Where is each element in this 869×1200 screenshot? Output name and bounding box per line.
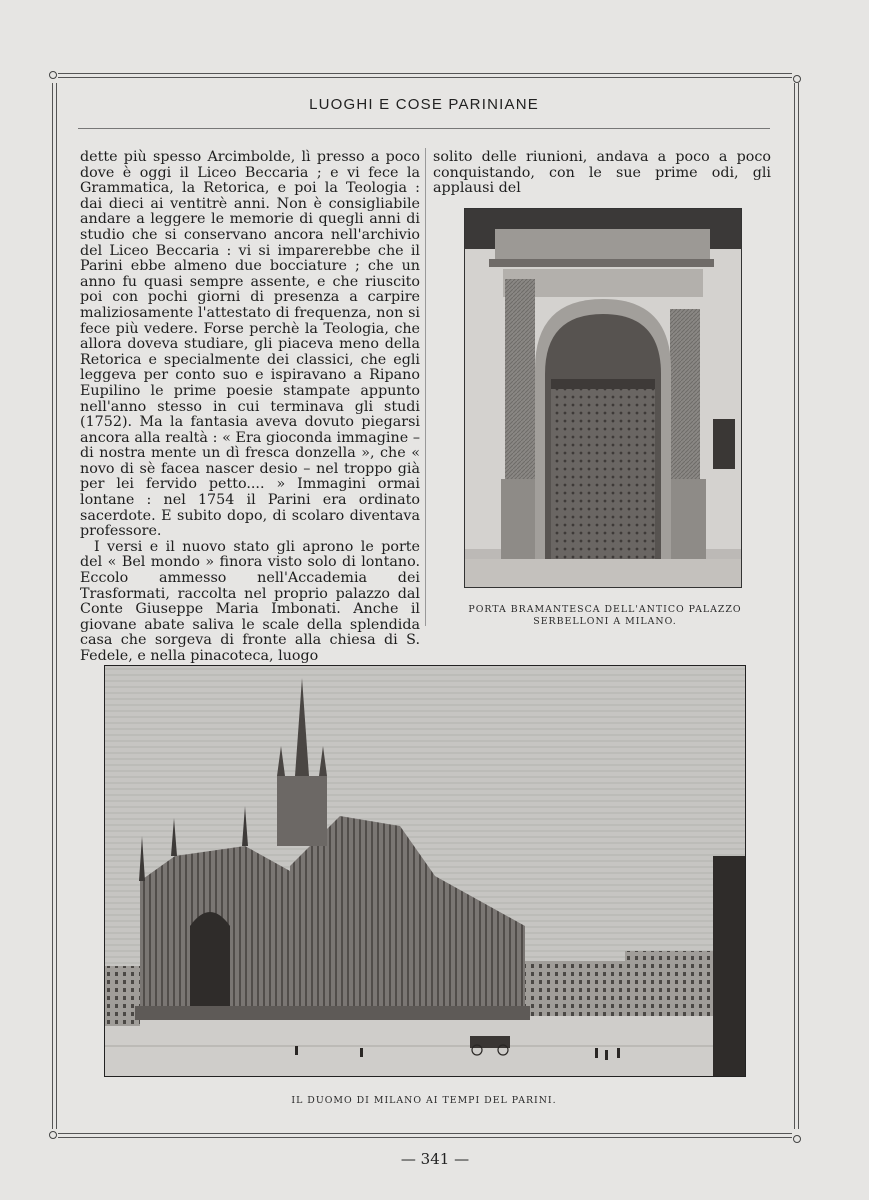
- door-engraving: [464, 208, 742, 588]
- frame-rule-right: [794, 83, 795, 1129]
- frame-rule-top: [58, 73, 792, 74]
- page-number: — 341 —: [400, 1150, 470, 1168]
- duomo-caption: IL DUOMO DI MILANO AI TEMPI DEL PARINI.: [291, 1095, 557, 1106]
- right-text-column: [433, 150, 771, 197]
- frame-rule-left: [52, 83, 53, 1129]
- frame-rule-top-inner: [58, 77, 792, 78]
- paragraph: I versi e il nuovo stato gli aprono le porte del « Bel mondo » finora visto solo di lontano. Eccolo ammesso nell'Accademia dei Trasformati, raccolta nel proprio palazzo dal Conte Giuseppe Maria Imbonati. Anche il giovane abate saliva le scale della splendida casa che sorgeva di fronte alla chiesa di S. Fedele, e nella pinacoteca, luogo: [80, 538, 420, 664]
- head-rule: [78, 128, 770, 129]
- door-caption: PORTA BRAMANTESCA DELL'ANTICO PALAZZO SERBELLONI A MILANO.: [468, 604, 742, 627]
- frame-corner-ornament: [49, 1131, 57, 1139]
- frame-rule-bottom: [58, 1133, 792, 1134]
- duomo-engraving: [104, 665, 746, 1077]
- left-text-column: [80, 150, 420, 665]
- paragraph: dette più spesso Arcimbolde, lì presso a poco dove è oggi il Liceo Beccaria ; e vi fece la Grammatica, la Retorica, e poi la Teologia : dai dieci ai ventitrè anni. Non è consigliabile andare a leggere le memorie di quegli anni di studio che si conservano ancora nell'archivio del Liceo Beccaria : vi si imparerebbe che il Parini ebbe almeno due bocciature ; che un anno fu quasi sempre assente, e che riuscito poi con pochi giorni di presenza a carpire maliziosamente l'attestato di frequenza, non si fece più vedere. Forse perchè la Teologia, che allora doveva studiare, gli piaceva meno della Retorica e specialmente dei classici, che egli leggeva per conto suo e ispiravano a Ripano Eupilino le prime poesie stampate appunto nell'anno stesso in cui terminava gli studi (1752). Ma la fantasia aveva dovuto piegarsi ancora alla realtà : « Era gioconda immagine – di nostra mente un dì fresca donzella », che « novo di sè facea nascer desio – nel troppo già per lei fervido petto.... » Immagini ormai lontane : nel 1754 il Parini era ordinato sacerdote. E subito dopo, di scolaro diventava professore.: [80, 149, 420, 540]
- column-divider: [425, 148, 426, 626]
- frame-rule-bottom-inner: [58, 1137, 792, 1138]
- frame-corner-ornament: [793, 1135, 801, 1143]
- paragraph: solito delle riunioni, andava a poco a poco conquistando, con le sue prime odi, gli applausi del: [433, 149, 771, 197]
- frame-rule-left-inner: [56, 83, 57, 1129]
- frame-rule-right-inner: [798, 83, 799, 1129]
- frame-corner-ornament: [793, 75, 801, 83]
- frame-corner-ornament: [49, 71, 57, 79]
- running-head: LUOGHI E COSE PARINIANE: [309, 96, 539, 113]
